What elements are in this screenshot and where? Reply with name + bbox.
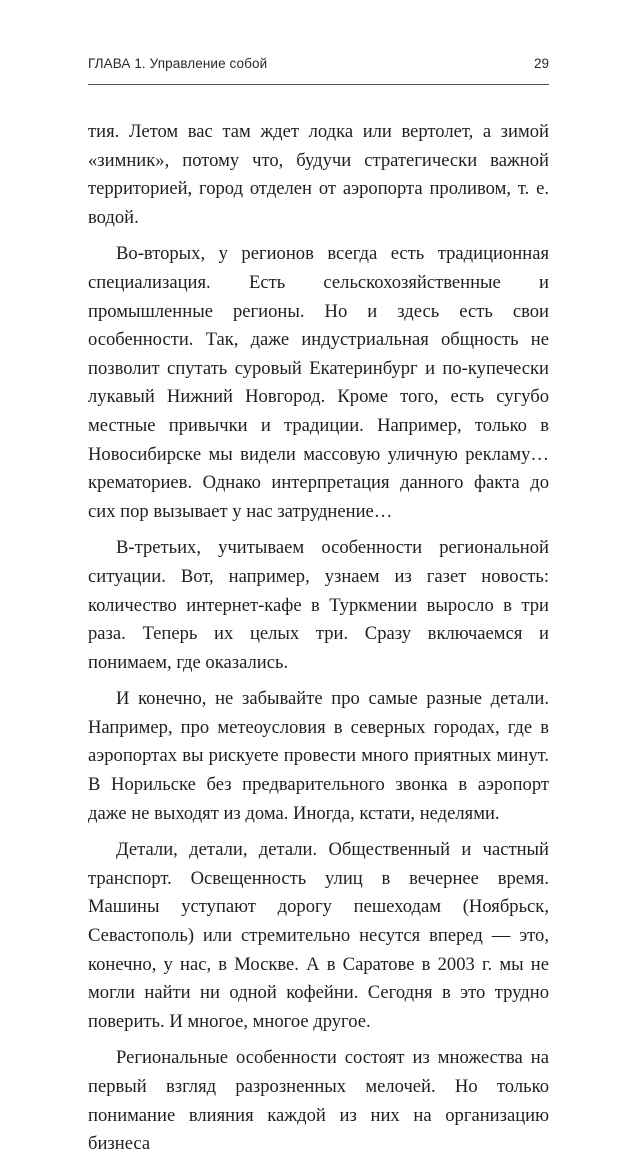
paragraph-5: Детали, детали, детали. Общественный и частный транспорт. Освещенность улиц в вечернее время. Машины уступают дорогу пешеходам (Ноябрьск, Севастополь) или стремительно несутся вперед — это, конечно, у нас, в Москве. А в Саратове в 2003 г. мы не могли найти ни одной кофейни. Сегодня в это трудно поверить. И многое, многое другое.: [88, 839, 549, 1032]
body-text: [88, 118, 549, 1167]
paragraph-4: И конечно, не забывайте про самые разные детали. Например, про метеоусловия в северных городах, где в аэропортах вы рискуете провести много приятных минут. В Норильске без предварительного звонка в аэропорт даже не выходят из дома. Иногда, кстати, неделями.: [88, 688, 549, 824]
paragraph-2: Во-вторых, у регионов всегда есть традиционная специализация. Есть сельскохозяйственные и промышленные регионы. Но и здесь есть свои особенности. Так, даже индустриальная общность не позволит спутать суровый Екатеринбург и по-купечески лукавый Нижний Новгород. Кроме того, есть сугубо местные привычки и традиции. Например, только в Новосибирске мы видели массовую уличную рекламу… крематориев. Однако интерпретация данного факта до сих пор вызывает у нас затруднение…: [88, 243, 549, 522]
running-header: [88, 48, 549, 85]
paragraph-3: В-третьих, учитываем особенности региональной ситуации. Вот, например, узнаем из газет новость: количество интернет-кафе в Туркмении выросло в три раза. Теперь их целых три. Сразу включаемся и понимаем, где оказались.: [88, 537, 549, 673]
page-number: 29: [533, 56, 549, 71]
paragraph-1: тия. Летом вас там ждет лодка или вертолет, а зимой «зимник», потому что, будучи стратегически важной территорией, город отделен от аэропорта проливом, т. е. водой.: [88, 121, 549, 228]
chapter-title: ГЛАВА 1. Управление собой: [88, 56, 268, 71]
paragraph-6: Региональные особенности состоят из множества на первый взгляд разрозненных мелочей. Но только понимание влияния каждой из них на организацию бизнеса: [88, 1047, 549, 1155]
